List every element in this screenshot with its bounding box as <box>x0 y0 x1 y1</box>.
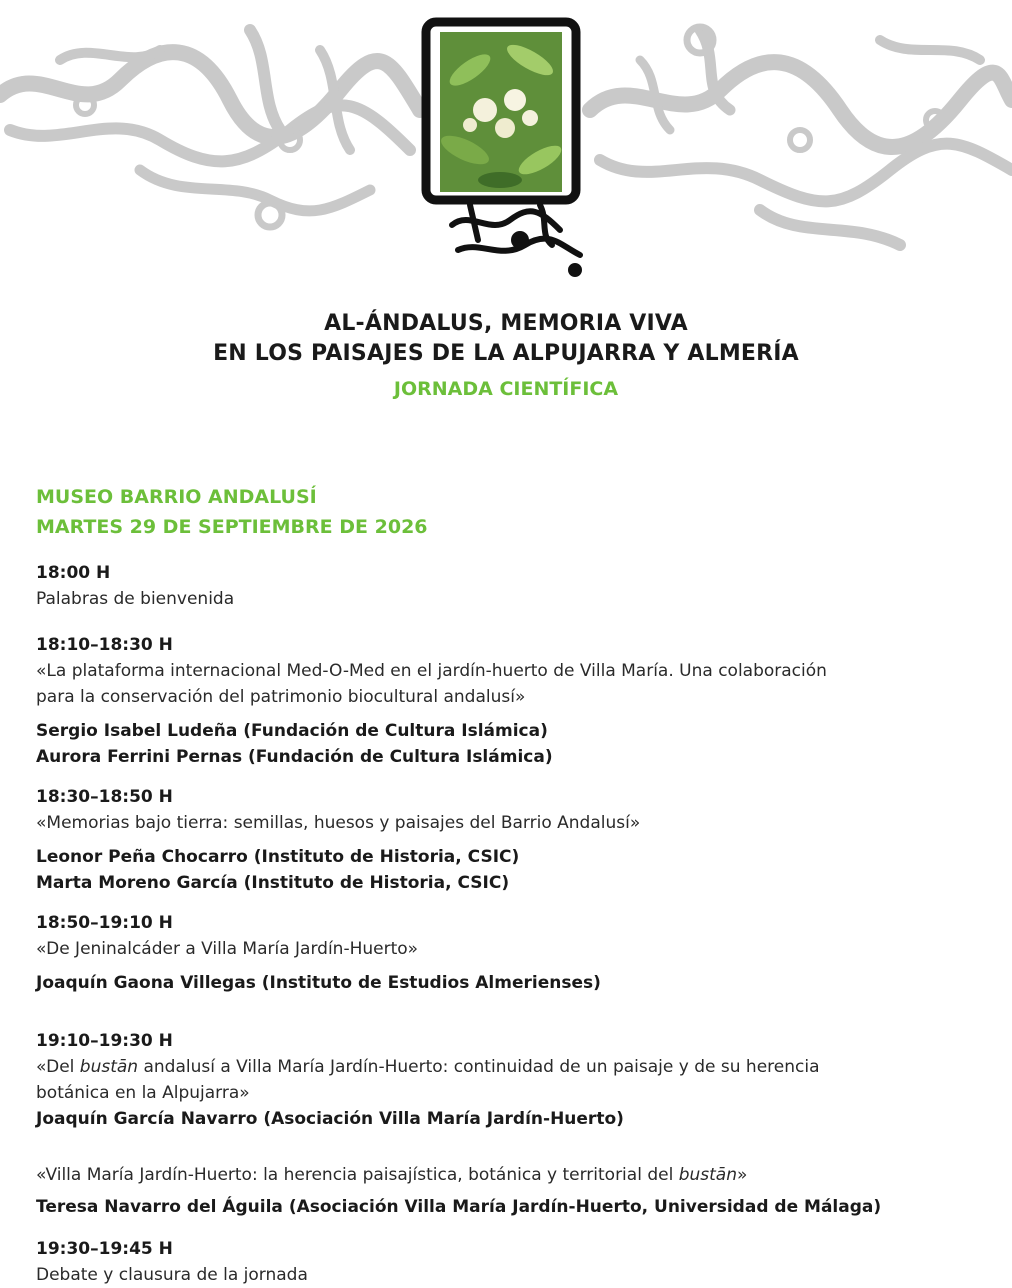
speaker: Joaquín García Navarro (Asociación Villa María Jardín-Huerto) <box>36 1109 624 1129</box>
session-description: Debate y clausura de la jornada <box>36 1265 308 1285</box>
session-description: «Villa María Jardín-Huerto: la herencia paisajística, botánica y territorial del bustān» <box>36 1165 748 1185</box>
session-2 <box>36 632 986 770</box>
speaker-list <box>36 970 986 996</box>
session-time: 18:30–18:50 H <box>36 787 173 807</box>
session-description: «Memorias bajo tierra: semillas, huesos y paisajes del Barrio Andalusí» <box>36 813 641 833</box>
session-6 <box>36 1236 986 1288</box>
speaker: Joaquín Gaona Villegas (Instituto de Estudios Almerienses) <box>36 973 601 993</box>
session-description: «Del bustān andalusí a Villa María Jardín-Huerto: continuidad de un paisaje y de su herencia <box>36 1057 820 1077</box>
session-description: Palabras de bienvenida <box>36 589 235 609</box>
venue-date: MARTES 29 DE SEPTIEMBRE DE 2026 <box>36 516 428 538</box>
session-1 <box>36 560 986 612</box>
session-4 <box>36 910 986 996</box>
session-3 <box>36 784 986 896</box>
speaker-list <box>36 844 986 896</box>
venue-place: MUSEO BARRIO ANDALUSÍ <box>36 486 317 508</box>
session-5 <box>36 1028 986 1220</box>
plant-photo-frame <box>426 22 576 200</box>
session-time: 18:00 H <box>36 563 111 583</box>
session-description: botánica en la Alpujarra» <box>36 1083 250 1103</box>
speaker: Marta Moreno García (Instituto de Historia, CSIC) <box>36 873 510 893</box>
program <box>36 560 986 1288</box>
session-time: 18:50–19:10 H <box>36 913 173 933</box>
title-block <box>0 309 1012 404</box>
event-title-line1: AL-ÁNDALUS, MEMORIA VIVA <box>324 311 688 336</box>
header-banner <box>0 0 1012 290</box>
session-time: 18:10–18:30 H <box>36 635 173 655</box>
session-description: para la conservación del patrimonio biocultural andalusí» <box>36 687 526 707</box>
venue-block <box>36 482 428 542</box>
session-time: 19:30–19:45 H <box>36 1239 173 1259</box>
speaker: Leonor Peña Chocarro (Instituto de Historia, CSIC) <box>36 847 520 867</box>
event-subtitle: JORNADA CIENTÍFICA <box>393 378 619 400</box>
session-description: «De Jeninalcáder a Villa María Jardín-Huerto» <box>36 939 419 959</box>
calligraphy-signature <box>452 205 580 274</box>
speaker: Aurora Ferrini Pernas (Fundación de Cultura Islámica) <box>36 747 553 767</box>
event-title-line2: EN LOS PAISAJES DE LA ALPUJARRA Y ALMERÍA <box>213 341 799 366</box>
speaker: Sergio Isabel Ludeña (Fundación de Cultura Islámica) <box>36 721 548 741</box>
session-time: 19:10–19:30 H <box>36 1031 173 1051</box>
speaker: Teresa Navarro del Águila (Asociación Villa María Jardín-Huerto, Universidad de Málaga) <box>36 1197 882 1217</box>
session-description: «La plataforma internacional Med-O-Med en el jardín-huerto de Villa María. Una colaboración <box>36 661 827 681</box>
speaker-list <box>36 718 986 770</box>
